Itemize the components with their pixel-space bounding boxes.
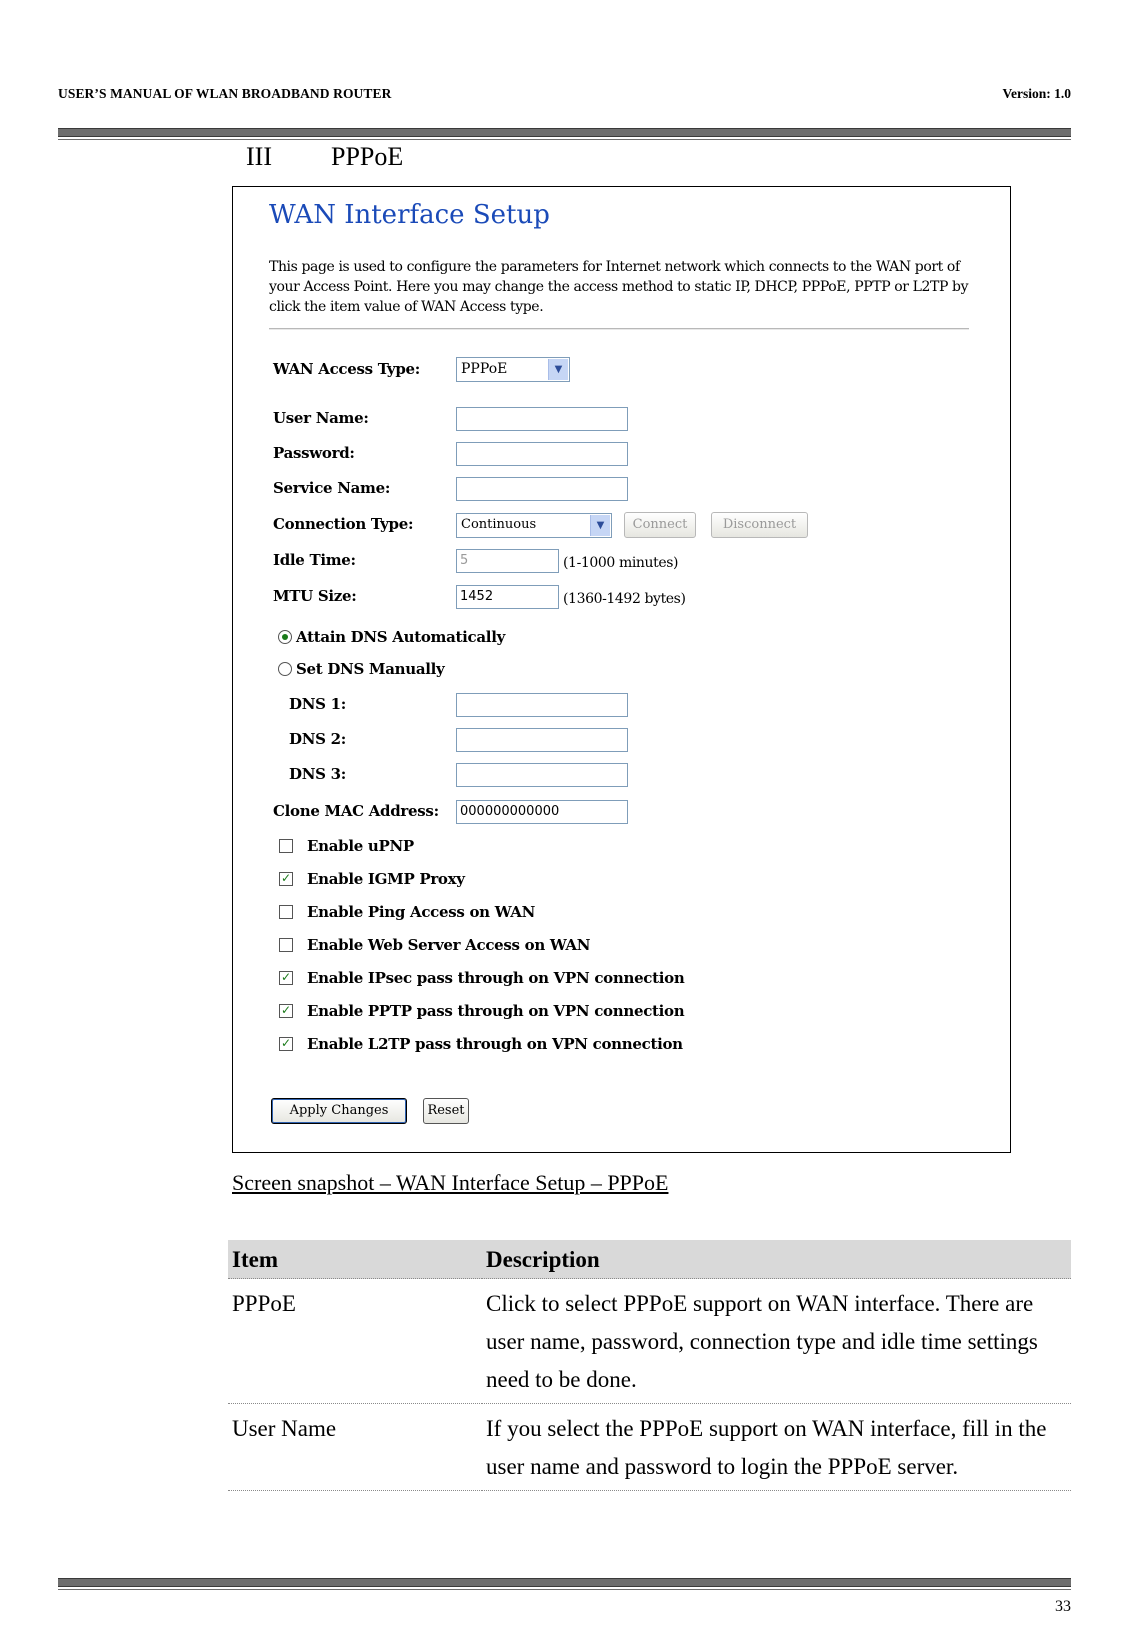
checkbox-ipsec-passthrough-label: Enable IPsec pass through on VPN connection [307,969,685,987]
wan-access-type-value: PPPoE [461,361,508,377]
checkbox-web-server-access[interactable] [279,938,293,952]
mtu-size-input[interactable]: 1452 [456,585,559,609]
section-heading [246,142,403,172]
table-header-row [228,1240,1071,1279]
checkbox-ipsec-passthrough[interactable]: ✓ [280,970,292,984]
page-number: 33 [1055,1598,1071,1615]
header-rule [58,128,1071,140]
checkbox-pptp-passthrough[interactable]: ✓ [280,1003,292,1017]
mtu-size-hint: (1360-1492 bytes) [563,591,686,607]
password-input[interactable] [456,442,628,466]
connect-button[interactable]: Connect [624,512,696,538]
section-title: PPPoE [331,142,404,171]
screenshot-caption: Screen snapshot – WAN Interface Setup – PPPoE [232,1170,669,1195]
dns2-input[interactable] [456,728,628,752]
dns3-input[interactable] [456,763,628,787]
dns1-input[interactable] [456,693,628,717]
screenshot-description: This page is used to configure the parameters for Internet network which connects to the WAN port of your Access Point. Here you may change the access method to static IP, DHCP, PPPoE, PPTP or L2TP by click the item value of WAN Access type. [269,259,969,315]
manual-title: USER’S MANUAL OF WLAN BROADBAND ROUTER [58,86,392,101]
dns2-label: DNS 2: [289,730,346,748]
dns1-label: DNS 1: [289,695,346,713]
checkbox-l2tp-passthrough[interactable]: ✓ [280,1036,292,1050]
divider [269,328,969,330]
table-cell-item: User Name [228,1404,482,1491]
apply-changes-button[interactable]: Apply Changes [271,1098,407,1124]
idle-time-label: Idle Time: [273,551,356,569]
chevron-down-icon: ▼ [548,359,568,380]
disconnect-button[interactable]: Disconnect [711,512,808,538]
service-name-label: Service Name: [273,479,391,497]
password-label: Password: [273,444,355,462]
checkbox-l2tp-passthrough-label: Enable L2TP pass through on VPN connection [307,1035,683,1053]
idle-time-hint: (1-1000 minutes) [563,555,679,571]
description-column-header: Description [482,1240,1071,1279]
checkbox-pptp-passthrough-label: Enable PPTP pass through on VPN connection [307,1002,685,1020]
wan-access-type-label: WAN Access Type: [273,360,421,378]
user-name-input[interactable] [456,407,628,431]
user-name-label: User Name: [273,409,369,427]
table-cell-description: If you select the PPPoE support on WAN interface, fill in the user name and password to login the PPPoE server. [482,1404,1071,1491]
description-table [228,1240,1071,1491]
wan-setup-screenshot [232,186,1011,1153]
dns-manual-label: Set DNS Manually [296,660,445,678]
dns-manual-radio[interactable] [278,662,292,676]
checkbox-upnp-label: Enable uPNP [307,837,414,855]
dns-auto-label: Attain DNS Automatically [296,628,506,646]
dns3-label: DNS 3: [289,765,346,783]
connection-type-value: Continuous [461,517,537,532]
checkbox-igmp-proxy-label: Enable IGMP Proxy [307,870,465,888]
checkbox-web-server-access-label: Enable Web Server Access on WAN [307,936,591,954]
chevron-down-icon: ▼ [590,515,610,536]
checkbox-ping-access[interactable] [279,905,293,919]
checkbox-ping-access-label: Enable Ping Access on WAN [307,903,536,921]
screenshot-title: WAN Interface Setup [269,200,550,230]
table-row [228,1404,1071,1491]
item-column-header: Item [228,1240,482,1279]
wan-access-type-select[interactable] [456,357,570,382]
footer-rule [58,1578,1071,1590]
table-row [228,1279,1071,1404]
checkbox-upnp[interactable] [279,839,293,853]
connection-type-select[interactable] [456,513,612,538]
checkbox-igmp-proxy[interactable]: ✓ [280,871,292,885]
clone-mac-label: Clone MAC Address: [273,802,439,820]
reset-button[interactable]: Reset [423,1098,469,1124]
clone-mac-input[interactable]: 000000000000 [456,800,628,824]
table-cell-description: Click to select PPPoE support on WAN interface. There are user name, password, connection type and idle time settings need to be done. [482,1279,1071,1404]
connection-type-label: Connection Type: [273,515,414,533]
service-name-input[interactable] [456,477,628,501]
idle-time-input[interactable]: 5 [456,549,559,573]
table-cell-item: PPPoE [228,1279,482,1404]
dns-auto-radio[interactable] [278,630,292,644]
mtu-size-label: MTU Size: [273,587,357,605]
version-label: Version: 1.0 [1002,86,1071,101]
section-number: III [246,142,272,171]
